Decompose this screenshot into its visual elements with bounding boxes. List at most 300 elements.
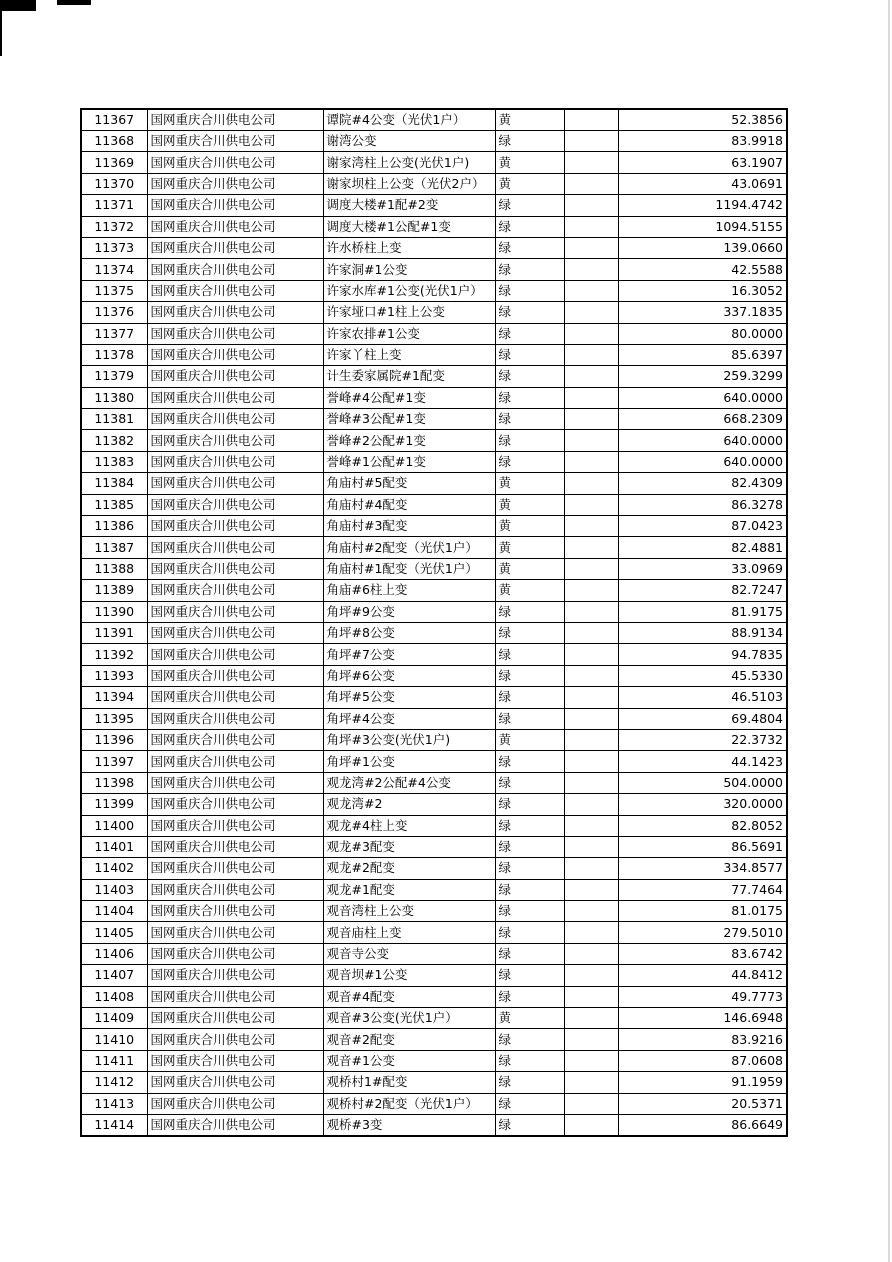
table-row: [81, 879, 787, 900]
cell-name: 观龙#2配变: [323, 858, 495, 879]
cell-spare: [564, 216, 618, 237]
table-row: [81, 836, 787, 857]
cell-value: 640.0000: [618, 451, 787, 472]
table-row: [81, 344, 787, 365]
cell-value: 640.0000: [618, 430, 787, 451]
cell-value: 259.3299: [618, 366, 787, 387]
cell-name: 谢湾公变: [323, 131, 495, 152]
cell-value: 82.4309: [618, 473, 787, 494]
table-body: [81, 109, 787, 1136]
cell-status: 绿: [495, 708, 564, 729]
cell-status: 黄: [495, 494, 564, 515]
cell-name: 观音寺公变: [323, 943, 495, 964]
cell-name: 角坪#7公变: [323, 644, 495, 665]
table-row: [81, 387, 787, 408]
cell-status: 绿: [495, 665, 564, 686]
cell-name: 许家丫柱上变: [323, 344, 495, 365]
cell-company: 国网重庆合川供电公司: [147, 537, 323, 558]
cell-spare: [564, 1093, 618, 1114]
cell-id: 11394: [81, 687, 147, 708]
cell-spare: [564, 1029, 618, 1050]
cell-id: 11375: [81, 280, 147, 301]
scan-artifact-top-left: [0, 0, 36, 11]
cell-spare: [564, 195, 618, 216]
cell-spare: [564, 665, 618, 686]
table-row: [81, 858, 787, 879]
cell-spare: [564, 879, 618, 900]
cell-id: 11383: [81, 451, 147, 472]
cell-status: 绿: [495, 237, 564, 258]
cell-status: 黄: [495, 152, 564, 173]
cell-id: 11387: [81, 537, 147, 558]
table-row: [81, 644, 787, 665]
cell-id: 11390: [81, 601, 147, 622]
cell-name: 角坪#6公变: [323, 665, 495, 686]
cell-status: 绿: [495, 131, 564, 152]
cell-status: 黄: [495, 1008, 564, 1029]
cell-status: 绿: [495, 943, 564, 964]
cell-status: 绿: [495, 601, 564, 622]
cell-value: 44.1423: [618, 751, 787, 772]
cell-status: 绿: [495, 751, 564, 772]
cell-company: 国网重庆合川供电公司: [147, 430, 323, 451]
cell-status: 绿: [495, 451, 564, 472]
cell-spare: [564, 237, 618, 258]
cell-spare: [564, 323, 618, 344]
cell-name: 角庙村#4配变: [323, 494, 495, 515]
cell-company: 国网重庆合川供电公司: [147, 152, 323, 173]
cell-value: 42.5588: [618, 259, 787, 280]
cell-name: 角庙村#1配变（光伏1户）: [323, 558, 495, 579]
table-row: [81, 302, 787, 323]
cell-status: 绿: [495, 772, 564, 793]
cell-status: 黄: [495, 729, 564, 750]
cell-id: 11413: [81, 1093, 147, 1114]
table-row: [81, 601, 787, 622]
cell-company: 国网重庆合川供电公司: [147, 237, 323, 258]
cell-status: 绿: [495, 622, 564, 643]
table-row: [81, 687, 787, 708]
cell-company: 国网重庆合川供电公司: [147, 387, 323, 408]
cell-spare: [564, 131, 618, 152]
table-row: [81, 473, 787, 494]
cell-spare: [564, 387, 618, 408]
table-row: [81, 729, 787, 750]
cell-spare: [564, 430, 618, 451]
cell-id: 11382: [81, 430, 147, 451]
cell-status: 绿: [495, 259, 564, 280]
cell-spare: [564, 516, 618, 537]
cell-id: 11367: [81, 109, 147, 131]
cell-value: 86.5691: [618, 836, 787, 857]
table-row: [81, 943, 787, 964]
cell-name: 誉峰#4公配#1变: [323, 387, 495, 408]
cell-spare: [564, 537, 618, 558]
table-row: [81, 922, 787, 943]
cell-status: 绿: [495, 644, 564, 665]
cell-id: 11391: [81, 622, 147, 643]
cell-value: 1094.5155: [618, 216, 787, 237]
cell-name: 观音#3公变(光伏1户）: [323, 1008, 495, 1029]
cell-name: 观龙湾#2公配#4公变: [323, 772, 495, 793]
cell-spare: [564, 708, 618, 729]
cell-status: 绿: [495, 794, 564, 815]
cell-value: 83.9918: [618, 131, 787, 152]
cell-name: 角坪#3公变(光伏1户): [323, 729, 495, 750]
cell-spare: [564, 580, 618, 601]
cell-value: 86.6649: [618, 1114, 787, 1136]
cell-company: 国网重庆合川供电公司: [147, 751, 323, 772]
cell-name: 计生委家属院#1配变: [323, 366, 495, 387]
cell-company: 国网重庆合川供电公司: [147, 195, 323, 216]
cell-id: 11404: [81, 901, 147, 922]
table-row: [81, 259, 787, 280]
cell-company: 国网重庆合川供电公司: [147, 687, 323, 708]
cell-value: 82.8052: [618, 815, 787, 836]
cell-value: 81.9175: [618, 601, 787, 622]
cell-name: 观音坝#1公变: [323, 965, 495, 986]
cell-status: 绿: [495, 387, 564, 408]
cell-name: 观音庙柱上变: [323, 922, 495, 943]
cell-value: 94.7835: [618, 644, 787, 665]
cell-status: 绿: [495, 836, 564, 857]
cell-name: 角庙村#3配变: [323, 516, 495, 537]
table-row: [81, 195, 787, 216]
cell-name: 许家洞#1公变: [323, 259, 495, 280]
cell-id: 11384: [81, 473, 147, 494]
cell-company: 国网重庆合川供电公司: [147, 665, 323, 686]
cell-id: 11386: [81, 516, 147, 537]
cell-status: 绿: [495, 879, 564, 900]
cell-id: 11371: [81, 195, 147, 216]
cell-company: 国网重庆合川供电公司: [147, 280, 323, 301]
table-row: [81, 1093, 787, 1114]
cell-company: 国网重庆合川供电公司: [147, 216, 323, 237]
cell-name: 角坪#8公变: [323, 622, 495, 643]
cell-company: 国网重庆合川供电公司: [147, 879, 323, 900]
cell-name: 角坪#9公变: [323, 601, 495, 622]
cell-company: 国网重庆合川供电公司: [147, 986, 323, 1007]
cell-id: 11400: [81, 815, 147, 836]
table-row: [81, 901, 787, 922]
cell-value: 80.0000: [618, 323, 787, 344]
cell-name: 观音#2配变: [323, 1029, 495, 1050]
table-row: [81, 794, 787, 815]
cell-name: 角庙村#5配变: [323, 473, 495, 494]
cell-company: 国网重庆合川供电公司: [147, 1050, 323, 1071]
cell-id: 11401: [81, 836, 147, 857]
cell-name: 誉峰#1公配#1变: [323, 451, 495, 472]
cell-spare: [564, 1072, 618, 1093]
cell-id: 11395: [81, 708, 147, 729]
cell-company: 国网重庆合川供电公司: [147, 815, 323, 836]
cell-id: 11405: [81, 922, 147, 943]
cell-spare: [564, 109, 618, 131]
table-row: [81, 986, 787, 1007]
table-row: [81, 516, 787, 537]
cell-status: 绿: [495, 687, 564, 708]
cell-status: 黄: [495, 558, 564, 579]
table-row: [81, 430, 787, 451]
table-row: [81, 708, 787, 729]
cell-spare: [564, 858, 618, 879]
cell-status: 绿: [495, 323, 564, 344]
cell-company: 国网重庆合川供电公司: [147, 622, 323, 643]
cell-status: 绿: [495, 815, 564, 836]
cell-value: 87.0423: [618, 516, 787, 537]
cell-name: 调度大楼#1公配#1变: [323, 216, 495, 237]
cell-company: 国网重庆合川供电公司: [147, 1114, 323, 1136]
cell-company: 国网重庆合川供电公司: [147, 259, 323, 280]
scan-artifact-top-strip: [57, 0, 91, 5]
cell-status: 绿: [495, 1114, 564, 1136]
cell-value: 279.5010: [618, 922, 787, 943]
table-row: [81, 1072, 787, 1093]
table-row: [81, 965, 787, 986]
transformer-data-table: [80, 108, 788, 1137]
cell-value: 49.7773: [618, 986, 787, 1007]
cell-id: 11378: [81, 344, 147, 365]
table-row: [81, 558, 787, 579]
cell-company: 国网重庆合川供电公司: [147, 109, 323, 131]
cell-spare: [564, 1114, 618, 1136]
cell-name: 谭院#4公变（光伏1户）: [323, 109, 495, 131]
cell-status: 绿: [495, 858, 564, 879]
page-right-edge-line: [888, 0, 890, 1262]
cell-company: 国网重庆合川供电公司: [147, 601, 323, 622]
cell-value: 33.0969: [618, 558, 787, 579]
cell-company: 国网重庆合川供电公司: [147, 772, 323, 793]
cell-company: 国网重庆合川供电公司: [147, 1072, 323, 1093]
cell-value: 82.4881: [618, 537, 787, 558]
cell-status: 绿: [495, 216, 564, 237]
cell-status: 绿: [495, 302, 564, 323]
cell-name: 观桥村1#配变: [323, 1072, 495, 1093]
cell-company: 国网重庆合川供电公司: [147, 173, 323, 194]
cell-value: 1194.4742: [618, 195, 787, 216]
cell-company: 国网重庆合川供电公司: [147, 858, 323, 879]
cell-name: 观龙#1配变: [323, 879, 495, 900]
cell-company: 国网重庆合川供电公司: [147, 1093, 323, 1114]
cell-value: 146.6948: [618, 1008, 787, 1029]
cell-status: 绿: [495, 1029, 564, 1050]
cell-name: 角坪#4公变: [323, 708, 495, 729]
cell-status: 绿: [495, 195, 564, 216]
cell-name: 许水桥柱上变: [323, 237, 495, 258]
cell-status: 绿: [495, 922, 564, 943]
cell-spare: [564, 152, 618, 173]
table-row: [81, 173, 787, 194]
cell-company: 国网重庆合川供电公司: [147, 644, 323, 665]
cell-id: 11377: [81, 323, 147, 344]
cell-status: 黄: [495, 516, 564, 537]
cell-name: 观桥村#2配变（光伏1户）: [323, 1093, 495, 1114]
table-row: [81, 622, 787, 643]
cell-value: 139.0660: [618, 237, 787, 258]
table-row: [81, 237, 787, 258]
table-row: [81, 815, 787, 836]
cell-company: 国网重庆合川供电公司: [147, 836, 323, 857]
cell-id: 11403: [81, 879, 147, 900]
cell-company: 国网重庆合川供电公司: [147, 943, 323, 964]
cell-value: 46.5103: [618, 687, 787, 708]
cell-name: 誉峰#2公配#1变: [323, 430, 495, 451]
cell-id: 11385: [81, 494, 147, 515]
cell-status: 黄: [495, 109, 564, 131]
cell-value: 88.9134: [618, 622, 787, 643]
cell-value: 668.2309: [618, 409, 787, 430]
cell-value: 86.3278: [618, 494, 787, 515]
cell-company: 国网重庆合川供电公司: [147, 1029, 323, 1050]
cell-value: 44.8412: [618, 965, 787, 986]
cell-id: 11410: [81, 1029, 147, 1050]
cell-company: 国网重庆合川供电公司: [147, 516, 323, 537]
cell-id: 11374: [81, 259, 147, 280]
table-row: [81, 409, 787, 430]
cell-status: 黄: [495, 473, 564, 494]
cell-status: 绿: [495, 366, 564, 387]
cell-value: 91.1959: [618, 1072, 787, 1093]
cell-id: 11399: [81, 794, 147, 815]
cell-spare: [564, 772, 618, 793]
cell-id: 11397: [81, 751, 147, 772]
cell-name: 角坪#5公变: [323, 687, 495, 708]
cell-name: 调度大楼#1配#2变: [323, 195, 495, 216]
table-row: [81, 494, 787, 515]
table-row: [81, 280, 787, 301]
cell-status: 绿: [495, 901, 564, 922]
cell-name: 观音#1公变: [323, 1050, 495, 1071]
table-row: [81, 216, 787, 237]
cell-value: 85.6397: [618, 344, 787, 365]
cell-value: 87.0608: [618, 1050, 787, 1071]
cell-status: 绿: [495, 1093, 564, 1114]
table-row: [81, 152, 787, 173]
cell-id: 11370: [81, 173, 147, 194]
table-row: [81, 537, 787, 558]
cell-id: 11393: [81, 665, 147, 686]
cell-company: 国网重庆合川供电公司: [147, 344, 323, 365]
cell-value: 77.7464: [618, 879, 787, 900]
cell-spare: [564, 815, 618, 836]
table-row: [81, 451, 787, 472]
cell-id: 11409: [81, 1008, 147, 1029]
cell-name: 角庙村#2配变（光伏1户）: [323, 537, 495, 558]
cell-id: 11408: [81, 986, 147, 1007]
cell-name: 誉峰#3公配#1变: [323, 409, 495, 430]
cell-company: 国网重庆合川供电公司: [147, 323, 323, 344]
cell-id: 11412: [81, 1072, 147, 1093]
cell-value: 83.6742: [618, 943, 787, 964]
cell-spare: [564, 280, 618, 301]
cell-value: 640.0000: [618, 387, 787, 408]
cell-company: 国网重庆合川供电公司: [147, 794, 323, 815]
cell-value: 83.9216: [618, 1029, 787, 1050]
cell-name: 观音#4配变: [323, 986, 495, 1007]
cell-company: 国网重庆合川供电公司: [147, 366, 323, 387]
cell-id: 11414: [81, 1114, 147, 1136]
cell-id: 11389: [81, 580, 147, 601]
cell-value: 504.0000: [618, 772, 787, 793]
table-row: [81, 131, 787, 152]
cell-id: 11407: [81, 965, 147, 986]
table-row: [81, 751, 787, 772]
cell-company: 国网重庆合川供电公司: [147, 451, 323, 472]
table-row: [81, 1029, 787, 1050]
table-row: [81, 323, 787, 344]
cell-name: 谢家湾柱上公变(光伏1户): [323, 152, 495, 173]
cell-status: 绿: [495, 430, 564, 451]
cell-name: 角坪#1公变: [323, 751, 495, 772]
cell-company: 国网重庆合川供电公司: [147, 708, 323, 729]
cell-name: 观桥#3变: [323, 1114, 495, 1136]
cell-company: 国网重庆合川供电公司: [147, 473, 323, 494]
cell-name: 观龙#3配变: [323, 836, 495, 857]
cell-id: 11396: [81, 729, 147, 750]
cell-status: 绿: [495, 280, 564, 301]
cell-spare: [564, 558, 618, 579]
cell-company: 国网重庆合川供电公司: [147, 302, 323, 323]
cell-value: 20.5371: [618, 1093, 787, 1114]
cell-status: 黄: [495, 580, 564, 601]
cell-id: 11381: [81, 409, 147, 430]
cell-name: 谢家坝柱上公变（光伏2户）: [323, 173, 495, 194]
cell-id: 11369: [81, 152, 147, 173]
table-row: [81, 109, 787, 131]
cell-status: 黄: [495, 537, 564, 558]
cell-id: 11398: [81, 772, 147, 793]
cell-name: 观音湾柱上公变: [323, 901, 495, 922]
cell-spare: [564, 173, 618, 194]
cell-company: 国网重庆合川供电公司: [147, 922, 323, 943]
cell-status: 绿: [495, 409, 564, 430]
cell-id: 11406: [81, 943, 147, 964]
cell-id: 11373: [81, 237, 147, 258]
cell-value: 16.3052: [618, 280, 787, 301]
cell-spare: [564, 1008, 618, 1029]
cell-status: 绿: [495, 1072, 564, 1093]
cell-name: 角庙#6柱上变: [323, 580, 495, 601]
cell-value: 45.5330: [618, 665, 787, 686]
cell-value: 43.0691: [618, 173, 787, 194]
cell-company: 国网重庆合川供电公司: [147, 1008, 323, 1029]
cell-company: 国网重庆合川供电公司: [147, 901, 323, 922]
cell-name: 观龙湾#2: [323, 794, 495, 815]
cell-value: 52.3856: [618, 109, 787, 131]
cell-status: 绿: [495, 986, 564, 1007]
table-row: [81, 1114, 787, 1136]
cell-name: 观龙#4柱上变: [323, 815, 495, 836]
cell-spare: [564, 366, 618, 387]
cell-value: 334.8577: [618, 858, 787, 879]
cell-value: 69.4804: [618, 708, 787, 729]
cell-name: 许家农排#1公变: [323, 323, 495, 344]
cell-spare: [564, 473, 618, 494]
cell-company: 国网重庆合川供电公司: [147, 131, 323, 152]
cell-company: 国网重庆合川供电公司: [147, 965, 323, 986]
cell-company: 国网重庆合川供电公司: [147, 558, 323, 579]
cell-status: 绿: [495, 344, 564, 365]
cell-id: 11392: [81, 644, 147, 665]
cell-id: 11376: [81, 302, 147, 323]
cell-id: 11380: [81, 387, 147, 408]
table-row: [81, 665, 787, 686]
scan-artifact-left-line: [0, 0, 2, 56]
cell-spare: [564, 922, 618, 943]
table-row: [81, 1008, 787, 1029]
table-row: [81, 580, 787, 601]
cell-company: 国网重庆合川供电公司: [147, 729, 323, 750]
